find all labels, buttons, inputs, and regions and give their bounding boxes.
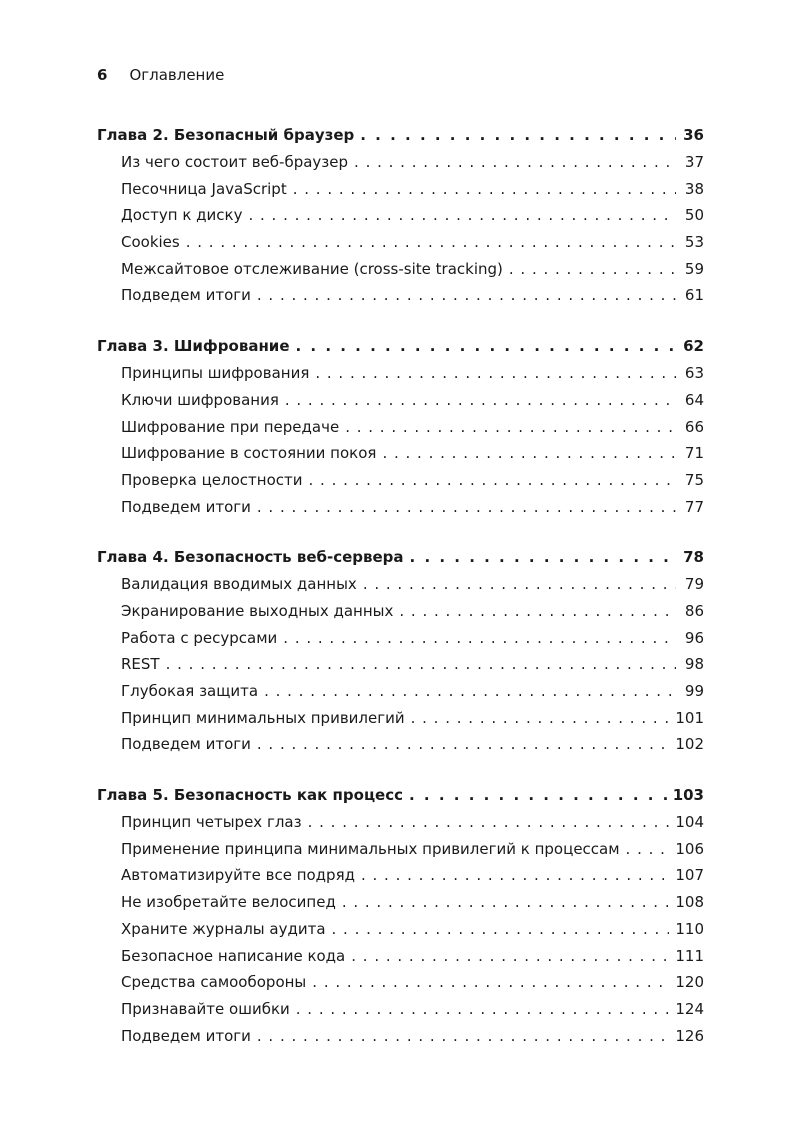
section-entry[interactable] bbox=[97, 494, 704, 521]
chapter-block bbox=[97, 544, 704, 758]
dot-leader bbox=[382, 440, 676, 467]
section-entry-title: Безопасное написание кода bbox=[121, 946, 346, 965]
page-header bbox=[97, 62, 224, 88]
dot-leader bbox=[186, 229, 676, 256]
chapter-entry-page-number: 78 bbox=[683, 548, 704, 567]
section-entry[interactable] bbox=[97, 996, 704, 1023]
section-entry-page-number: 63 bbox=[684, 364, 704, 383]
section-entry[interactable] bbox=[97, 282, 704, 309]
dot-leader bbox=[399, 598, 676, 625]
section-entry[interactable] bbox=[97, 705, 704, 732]
section-entry-page-number: 86 bbox=[684, 601, 704, 620]
section-entry[interactable] bbox=[97, 467, 704, 494]
dot-leader bbox=[308, 809, 670, 836]
chapter-block bbox=[97, 122, 704, 309]
section-entry-title: Подведем итоги bbox=[121, 735, 251, 754]
table-of-contents bbox=[97, 122, 704, 1073]
section-entry[interactable] bbox=[97, 440, 704, 467]
dot-leader bbox=[296, 996, 670, 1023]
section-entry-title: Работа с ресурсами bbox=[121, 628, 278, 647]
section-entry-page-number: 96 bbox=[684, 628, 704, 647]
section-entry-page-number: 59 bbox=[684, 259, 704, 278]
dot-leader bbox=[361, 862, 669, 889]
section-entry-page-number: 108 bbox=[675, 893, 704, 912]
section-entry-page-number: 66 bbox=[684, 417, 704, 436]
chapter-entry-title: Глава 2. Безопасный браузер bbox=[97, 126, 355, 144]
dot-leader bbox=[283, 625, 676, 652]
section-entry-page-number: 111 bbox=[675, 946, 704, 965]
dot-leader bbox=[293, 176, 676, 203]
section-entry[interactable] bbox=[97, 256, 704, 283]
dot-leader bbox=[411, 705, 670, 732]
section-entry[interactable] bbox=[97, 360, 704, 387]
section-entry-page-number: 110 bbox=[675, 919, 704, 938]
chapter-entry[interactable] bbox=[97, 544, 704, 571]
section-entry[interactable] bbox=[97, 943, 704, 970]
section-entry-page-number: 99 bbox=[684, 682, 704, 700]
section-entry[interactable] bbox=[97, 149, 704, 176]
dot-leader bbox=[354, 149, 676, 176]
dot-leader bbox=[363, 571, 676, 598]
section-entry-page-number: 37 bbox=[684, 153, 704, 171]
dot-leader bbox=[296, 333, 677, 360]
section-entry-title: Шифрование при передаче bbox=[121, 417, 340, 436]
dot-leader bbox=[257, 494, 676, 521]
section-entry-page-number: 79 bbox=[684, 575, 704, 594]
section-entry-page-number: 64 bbox=[684, 390, 704, 409]
section-entry-page-number: 124 bbox=[675, 999, 704, 1018]
section-entry-title: REST bbox=[121, 655, 160, 674]
chapter-entry-page-number: 62 bbox=[683, 337, 704, 356]
chapter-entry-page-number: 103 bbox=[672, 786, 704, 805]
section-entry-page-number: 126 bbox=[675, 1026, 704, 1045]
section-entry-title: Песочница JavaScript bbox=[121, 179, 287, 198]
section-entry-page-number: 101 bbox=[675, 708, 704, 727]
section-entry-page-number: 120 bbox=[675, 973, 704, 992]
section-entry-page-number: 71 bbox=[684, 444, 704, 463]
section-entry[interactable] bbox=[97, 862, 704, 889]
chapter-block bbox=[97, 782, 704, 1049]
section-entry-title: Автоматизируйте все подряд bbox=[121, 866, 355, 885]
section-entry[interactable] bbox=[97, 969, 704, 996]
dot-leader bbox=[166, 651, 676, 678]
section-entry-title: Подведем итоги bbox=[121, 286, 251, 305]
dot-leader bbox=[257, 731, 669, 758]
section-entry-title: Из чего состоит веб-браузер bbox=[121, 153, 349, 171]
section-entry-title: Средства самообороны bbox=[121, 973, 307, 992]
section-entry[interactable] bbox=[97, 598, 704, 625]
section-entry-page-number: 53 bbox=[684, 233, 704, 252]
dot-leader bbox=[410, 544, 676, 571]
page-number: 6 bbox=[97, 66, 108, 84]
dot-leader bbox=[309, 467, 677, 494]
running-title: Оглавление bbox=[129, 66, 225, 84]
section-entry[interactable] bbox=[97, 678, 704, 705]
section-entry[interactable] bbox=[97, 889, 704, 916]
section-entry-page-number: 50 bbox=[684, 206, 704, 225]
chapter-block bbox=[97, 333, 704, 520]
section-entry-title: Доступ к диску bbox=[121, 206, 243, 225]
dot-leader bbox=[264, 678, 676, 705]
section-entry-title: Валидация вводимых данных bbox=[121, 575, 357, 594]
dot-leader bbox=[312, 969, 669, 996]
chapter-entry[interactable] bbox=[97, 333, 704, 360]
section-entry-title: Применение принципа минимальных привилегий к процессам bbox=[121, 839, 620, 858]
section-entry-title: Принципы шифрования bbox=[121, 364, 310, 383]
section-entry[interactable] bbox=[97, 229, 704, 256]
dot-leader bbox=[248, 202, 676, 229]
dot-leader bbox=[345, 414, 676, 441]
section-entry[interactable] bbox=[97, 809, 704, 836]
dot-leader bbox=[626, 836, 670, 863]
dot-leader bbox=[257, 282, 676, 309]
section-entry[interactable] bbox=[97, 414, 704, 441]
section-entry-page-number: 106 bbox=[675, 839, 704, 858]
dot-leader bbox=[360, 122, 676, 149]
dot-leader bbox=[409, 782, 667, 809]
section-entry[interactable] bbox=[97, 731, 704, 758]
section-entry-page-number: 98 bbox=[684, 655, 704, 674]
section-entry-title: Признавайте ошибки bbox=[121, 999, 290, 1018]
dot-leader bbox=[257, 1023, 669, 1050]
section-entry[interactable] bbox=[97, 1023, 704, 1050]
section-entry-title: Глубокая защита bbox=[121, 682, 259, 700]
section-entry-title: Храните журналы аудита bbox=[121, 919, 326, 938]
section-entry[interactable] bbox=[97, 625, 704, 652]
section-entry-title: Принцип четырех глаз bbox=[121, 813, 302, 832]
chapter-entry-title: Глава 5. Безопасность как процесс bbox=[97, 786, 404, 805]
section-entry-title: Не изобретайте велосипед bbox=[121, 893, 336, 912]
chapter-entry[interactable] bbox=[97, 782, 704, 809]
section-entry[interactable] bbox=[97, 836, 704, 863]
chapter-entry-page-number: 36 bbox=[683, 126, 704, 144]
chapter-entry-title: Глава 4. Безопасность веб-сервера bbox=[97, 548, 404, 567]
section-entry[interactable] bbox=[97, 387, 704, 414]
section-entry[interactable] bbox=[97, 916, 704, 943]
dot-leader bbox=[332, 916, 670, 943]
dot-leader bbox=[315, 360, 676, 387]
section-entry-page-number: 75 bbox=[684, 470, 704, 489]
section-entry-page-number: 104 bbox=[675, 813, 704, 832]
section-entry-title: Принцип минимальных привилегий bbox=[121, 708, 405, 727]
section-entry-title: Ключи шифрования bbox=[121, 390, 279, 409]
section-entry[interactable] bbox=[97, 176, 704, 203]
section-entry-title: Cookies bbox=[121, 233, 180, 252]
dot-leader bbox=[342, 889, 670, 916]
chapter-entry[interactable] bbox=[97, 122, 704, 149]
section-entry-title: Подведем итоги bbox=[121, 497, 251, 516]
dot-leader bbox=[285, 387, 676, 414]
section-entry-title: Экранирование выходных данных bbox=[121, 601, 394, 620]
section-entry[interactable] bbox=[97, 571, 704, 598]
section-entry-title: Подведем итоги bbox=[121, 1026, 251, 1045]
dot-leader bbox=[509, 256, 676, 283]
chapter-entry-title: Глава 3. Шифрование bbox=[97, 337, 290, 356]
section-entry-page-number: 61 bbox=[684, 286, 704, 305]
section-entry-page-number: 107 bbox=[675, 866, 704, 885]
section-entry[interactable] bbox=[97, 651, 704, 678]
section-entry-title: Проверка целостности bbox=[121, 470, 303, 489]
section-entry-page-number: 102 bbox=[675, 735, 704, 754]
section-entry-page-number: 77 bbox=[684, 497, 704, 516]
section-entry-title: Межсайтовое отслеживание (cross-site tracking) bbox=[121, 259, 503, 278]
dot-leader bbox=[351, 943, 669, 970]
section-entry[interactable] bbox=[97, 202, 704, 229]
section-entry-page-number: 38 bbox=[684, 179, 704, 198]
section-entry-title: Шифрование в состоянии покоя bbox=[121, 444, 377, 463]
